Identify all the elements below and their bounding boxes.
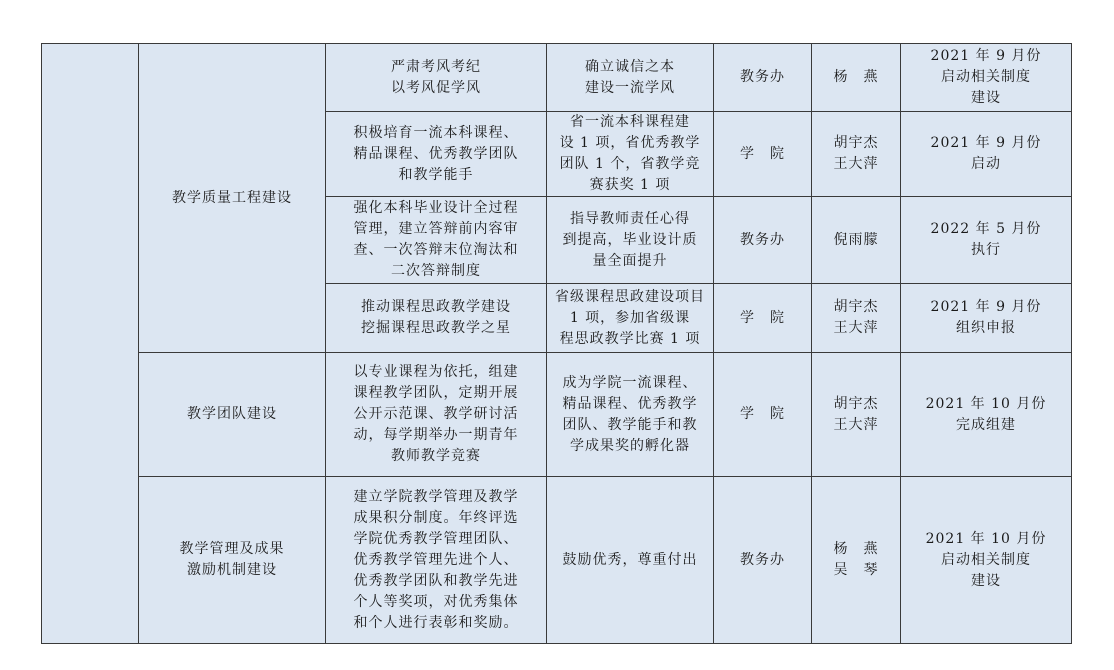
goal-cell: 确立诚信之本 建设一流学风 [547, 44, 714, 112]
person-cell: 杨 燕 [812, 44, 901, 112]
time-cell: 2021 年 9 月份 启动相关制度 建设 [901, 44, 1072, 112]
person-cell: 倪雨朦 [812, 197, 901, 284]
table-row [42, 477, 1072, 644]
person-cell: 胡宇杰 王大萍 [812, 284, 901, 353]
category-cell: 教学管理及成果 激励机制建设 [139, 477, 326, 644]
measure-cell: 强化本科毕业设计全过程 管理，建立答辩前内容审 查、一次答辩末位淘汰和 二次答辩制度 [326, 197, 547, 284]
goal-cell: 成为学院一流课程、 精品课程、优秀教学 团队、教学能手和教 学成果奖的孵化器 [547, 353, 714, 477]
person-cell: 胡宇杰 王大萍 [812, 112, 901, 197]
measure-cell: 推动课程思政教学建设 挖掘课程思政教学之星 [326, 284, 547, 353]
time-cell: 2021 年 10 月份 完成组建 [901, 353, 1072, 477]
category-cell: 教学团队建设 [139, 353, 326, 477]
goal-cell: 鼓励优秀，尊重付出 [547, 477, 714, 644]
table-row [42, 353, 1072, 477]
category-cell: 教学质量工程建设 [139, 44, 326, 353]
time-cell: 2022 年 5 月份 执行 [901, 197, 1072, 284]
dept-cell: 教务办 [714, 477, 812, 644]
time-cell: 2021 年 9 月份 启动 [901, 112, 1072, 197]
dept-cell: 教务办 [714, 197, 812, 284]
measure-cell: 积极培育一流本科课程、 精品课程、优秀教学团队 和教学能手 [326, 112, 547, 197]
dept-cell: 学 院 [714, 112, 812, 197]
measure-cell: 建立学院教学管理及教学 成果积分制度。年终评选 学院优秀教学管理团队、 优秀教学管理先进个人、 优秀教学团队和教学先进 个人等奖项，对优秀集体 和个人进行表彰和奖励。 [326, 477, 547, 644]
goal-cell: 省一流本科课程建 设 1 项，省优秀教学 团队 1 个，省教学竞 赛获奖 1 项 [547, 112, 714, 197]
person-cell: 杨 燕 吴 琴 [812, 477, 901, 644]
time-cell: 2021 年 9 月份 组织申报 [901, 284, 1072, 353]
dept-cell: 学 院 [714, 353, 812, 477]
person-cell: 胡宇杰 王大萍 [812, 353, 901, 477]
plan-table [41, 43, 1072, 644]
measure-cell: 严肃考风考纪 以考风促学风 [326, 44, 547, 112]
goal-cell: 省级课程思政建设项目 1 项，参加省级课 程思政教学比赛 1 项 [547, 284, 714, 353]
measure-cell: 以专业课程为依托，组建 课程教学团队，定期开展 公开示范课、教学研讨活 动，每学期举办一期青年 教师教学竞赛 [326, 353, 547, 477]
dept-cell: 学 院 [714, 284, 812, 353]
goal-cell: 指导教师责任心得 到提高，毕业设计质 量全面提升 [547, 197, 714, 284]
left-blank-column [42, 44, 139, 644]
dept-cell: 教务办 [714, 44, 812, 112]
time-cell: 2021 年 10 月份 启动相关制度 建设 [901, 477, 1072, 644]
table-row [42, 44, 1072, 112]
